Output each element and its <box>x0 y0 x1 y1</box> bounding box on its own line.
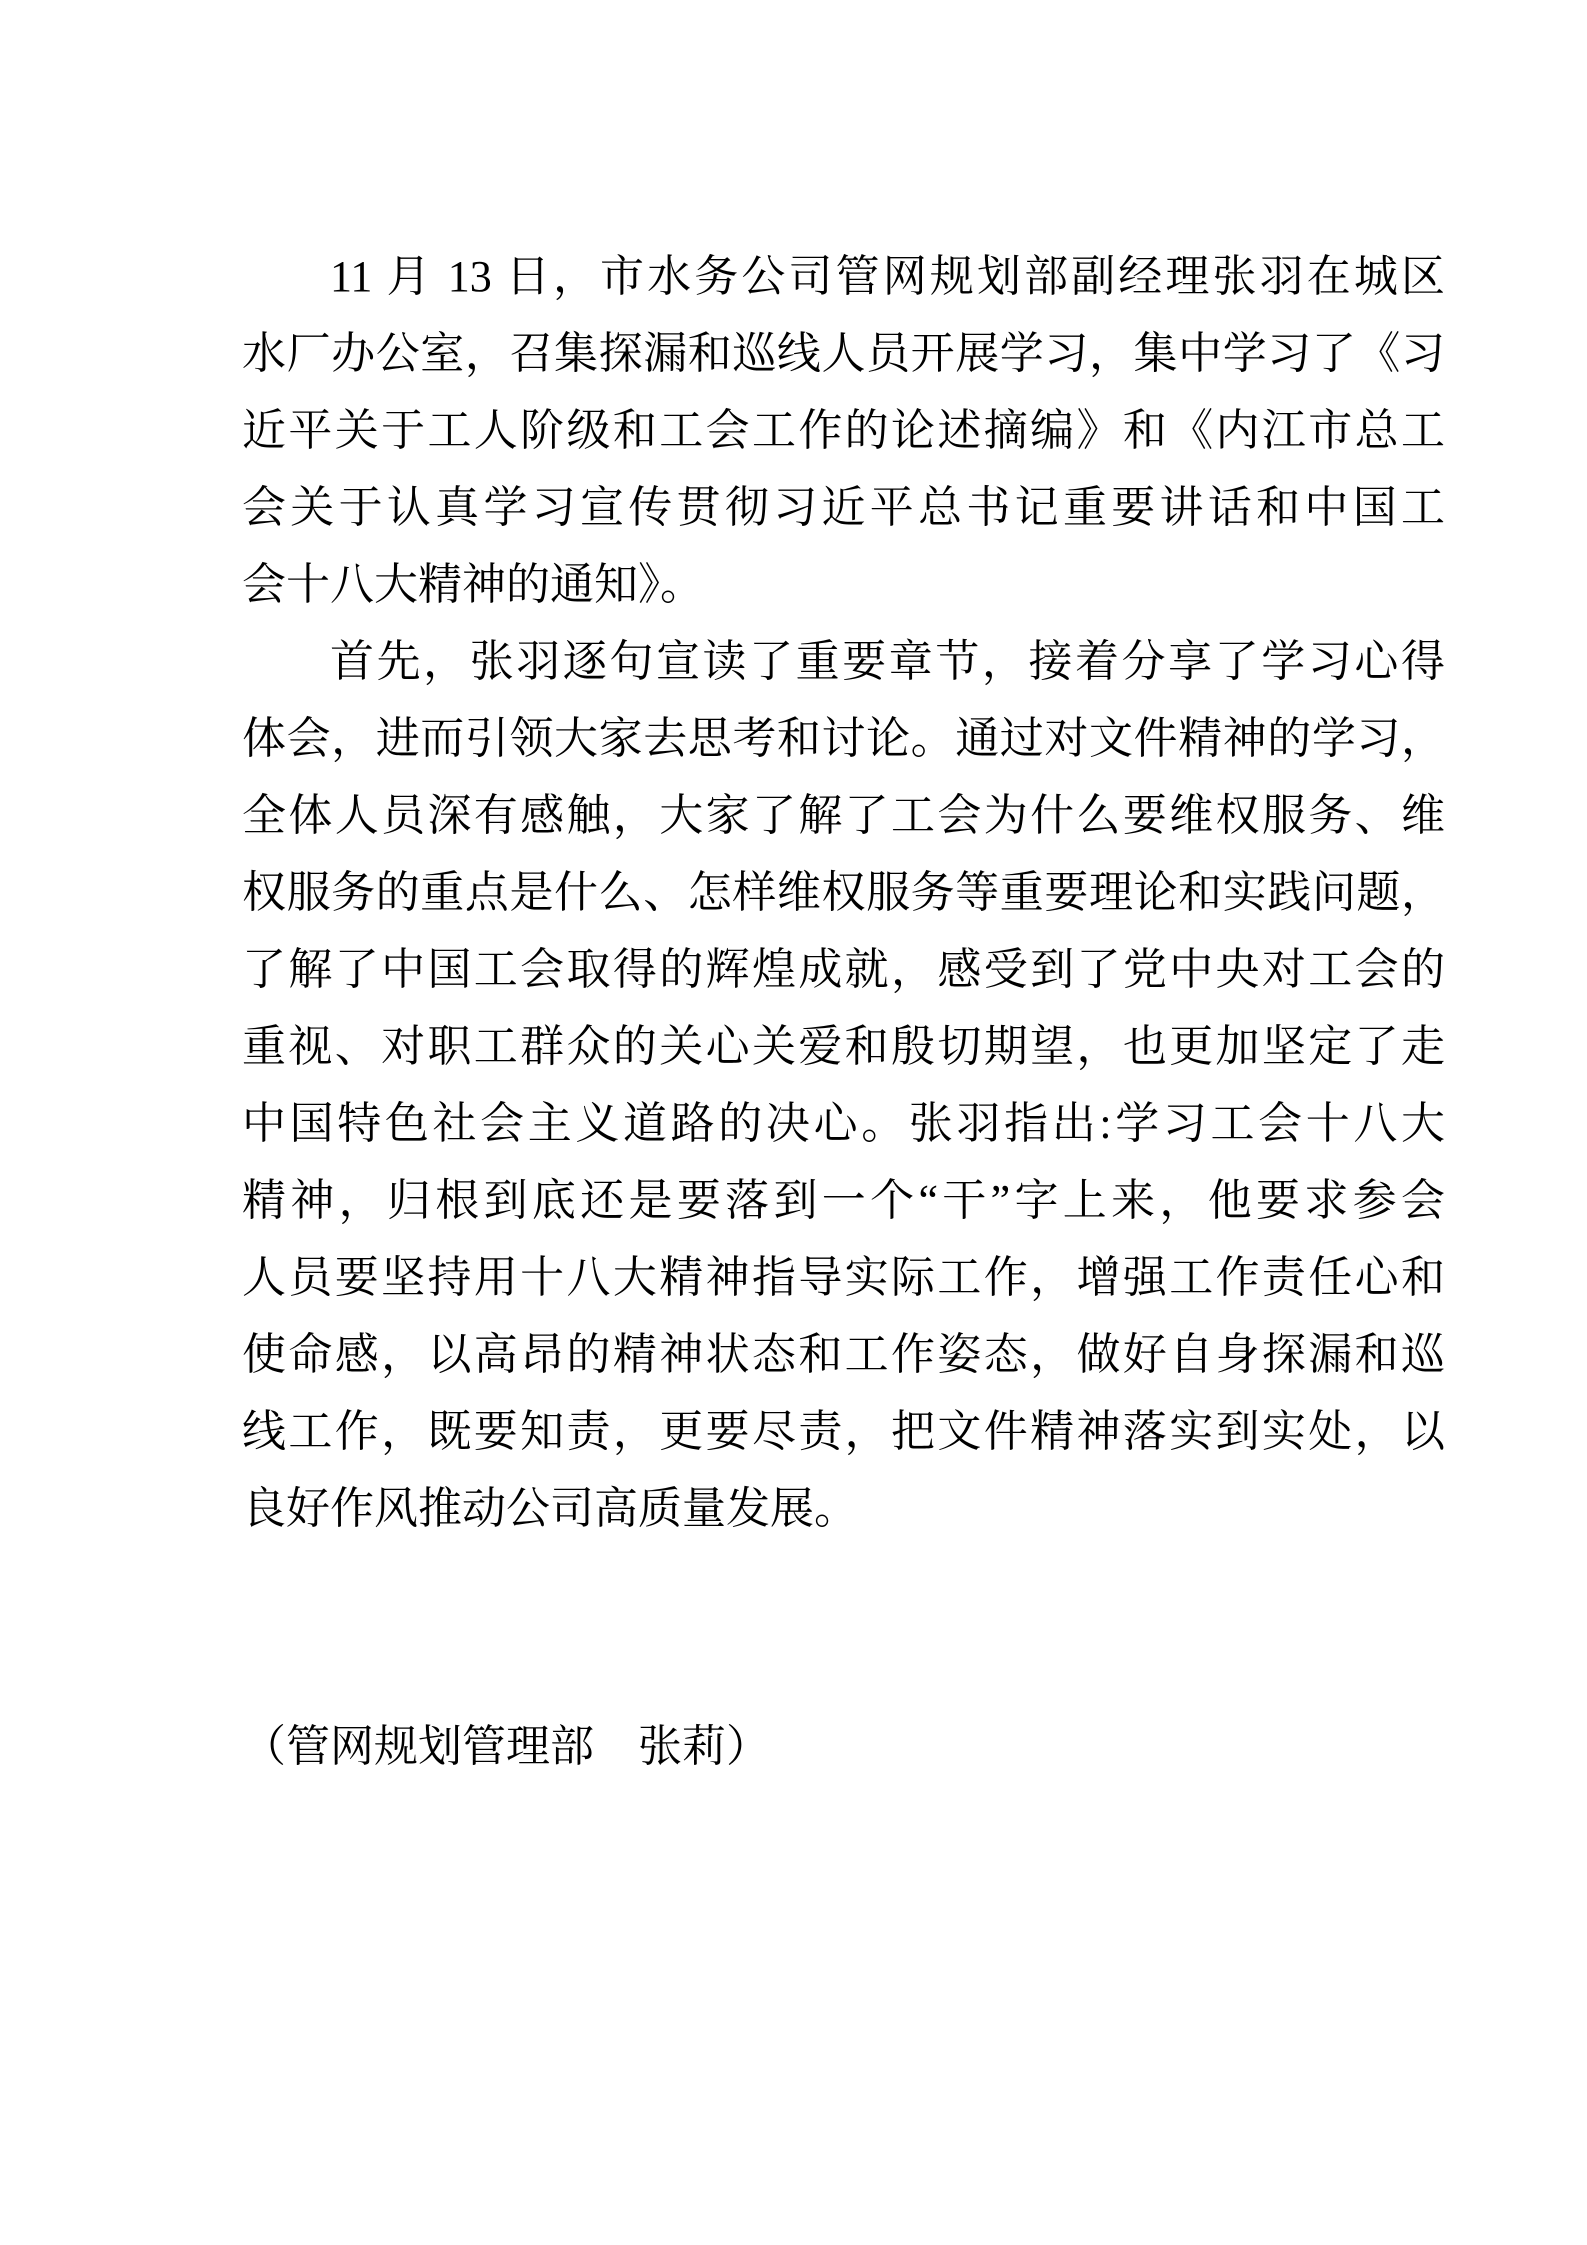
blank-space <box>242 1547 1445 1708</box>
text-line: 精神，归根到底还是要落到一个“干”字上来，他要求参会 <box>242 1176 1445 1225</box>
text-line: 11 月 13 日，市水务公司管网规划部副经理张羽在城区 <box>330 252 1445 301</box>
text-line: 首先，张羽逐句宣读了重要章节，接着分享了学习心得 <box>330 637 1445 686</box>
text-line: 使命感，以高昂的精神状态和工作姿态，做好自身探漏和巡 <box>242 1330 1445 1379</box>
text-line: 全体人员深有感触，大家了解了工会为什么要维权服务、维 <box>242 791 1445 840</box>
signature-line: （管网规划管理部 张莉） <box>242 1722 770 1771</box>
text-line: 中国特色社会主义道路的决心。张羽指出:学习工会十八大 <box>242 1099 1445 1148</box>
text-line: 人员要坚持用十八大精神指导实际工作，增强工作责任心和 <box>242 1253 1445 1302</box>
text-line: 良好作风推动公司高质量发展。 <box>242 1484 858 1533</box>
text-line: 权服务的重点是什么、怎样维权服务等重要理论和实践问题， <box>242 868 1445 917</box>
text-line: 了解了中国工会取得的辉煌成就，感受到了党中央对工会的 <box>242 945 1445 994</box>
paragraph-1 <box>242 238 1445 623</box>
text-line: 体会，进而引领大家去思考和讨论。通过对文件精神的学习， <box>242 714 1445 763</box>
paragraph-2 <box>242 623 1445 1547</box>
text-line: 重视、对职工群众的关心关爱和殷切期望，也更加坚定了走 <box>242 1022 1445 1071</box>
text-line: 水厂办公室，召集探漏和巡线人员开展学习，集中学习了《习 <box>242 329 1445 378</box>
text-line: 会关于认真学习宣传贯彻习近平总书记重要讲话和中国工 <box>242 483 1445 532</box>
text-line: 会十八大精神的通知》。 <box>242 560 704 609</box>
document-body <box>242 238 1445 1785</box>
text-line: 近平关于工人阶级和工会工作的论述摘编》和《内江市总工 <box>242 406 1445 455</box>
text-line: 线工作，既要知责，更要尽责，把文件精神落实到实处，以 <box>242 1407 1445 1456</box>
